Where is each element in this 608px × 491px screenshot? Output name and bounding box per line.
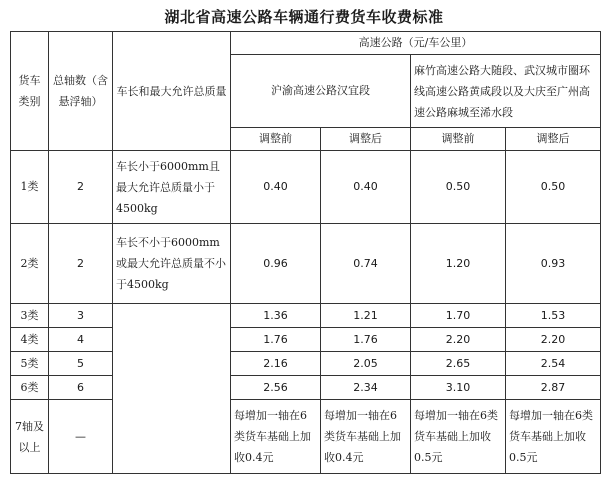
cell-s1-after: 0.40 [321, 151, 411, 224]
cell-s1-after: 1.76 [321, 328, 411, 352]
header-section-1: 沪渝高速公路汉宜段 [231, 55, 411, 128]
cell-s1-before: 1.36 [231, 304, 321, 328]
cell-s2-before: 1.70 [411, 304, 506, 328]
page-title: 湖北省高速公路车辆通行费货车收费标准 [164, 8, 444, 26]
header-section-2: 麻竹高速公路大随段、武汉城市圈环线高速公路黄咸段以及大庆至广州高速公路麻城至浠水段 [411, 55, 601, 128]
cell-s2-before: 2.20 [411, 328, 506, 352]
cell-s2-before: 每增加一轴在6类货车基础上加收0.5元 [411, 400, 506, 474]
cell-spec: 车长小于6000mm且最大允许总质量小于4500kg [113, 151, 231, 224]
cell-class: 3类 [11, 304, 49, 328]
table-row [11, 328, 601, 352]
cell-class: 5类 [11, 352, 49, 376]
header-length-weight: 车长和最大允许总质量 [113, 32, 231, 151]
header-highway-unit: 高速公路（元/车公里） [231, 32, 601, 55]
cell-class: 1类 [11, 151, 49, 224]
cell-s1-before: 0.40 [231, 151, 321, 224]
table-row [11, 304, 601, 328]
cell-s1-after: 1.21 [321, 304, 411, 328]
cell-class: 7轴及以上 [11, 400, 49, 474]
cell-s2-after: 2.87 [506, 376, 601, 400]
header-s1-before: 调整前 [231, 128, 321, 151]
cell-spec-empty [113, 304, 231, 474]
cell-s1-before: 2.56 [231, 376, 321, 400]
header-s1-after: 调整后 [321, 128, 411, 151]
header-vehicle-class: 货车类别 [11, 32, 49, 151]
cell-s2-before: 2.65 [411, 352, 506, 376]
table-row [11, 151, 601, 224]
cell-axles: 4 [49, 328, 113, 352]
cell-s2-before: 3.10 [411, 376, 506, 400]
table-row [11, 224, 601, 304]
cell-s1-after: 2.34 [321, 376, 411, 400]
cell-s2-after: 每增加一轴在6类货车基础上加收0.5元 [506, 400, 601, 474]
table-row [11, 400, 601, 474]
header-s2-after: 调整后 [506, 128, 601, 151]
header-s2-before: 调整前 [411, 128, 506, 151]
cell-axles: 3 [49, 304, 113, 328]
cell-s2-after: 0.50 [506, 151, 601, 224]
cell-s2-after: 2.54 [506, 352, 601, 376]
cell-axles: — [49, 400, 113, 474]
header-axles: 总轴数（含悬浮轴） [49, 32, 113, 151]
cell-axles: 2 [49, 151, 113, 224]
cell-s1-after: 0.74 [321, 224, 411, 304]
cell-s2-after: 2.20 [506, 328, 601, 352]
toll-table [10, 31, 601, 474]
cell-s2-after: 0.93 [506, 224, 601, 304]
cell-axles: 6 [49, 376, 113, 400]
cell-s1-before: 2.16 [231, 352, 321, 376]
cell-class: 2类 [11, 224, 49, 304]
cell-axles: 2 [49, 224, 113, 304]
cell-class: 6类 [11, 376, 49, 400]
cell-s1-after: 每增加一轴在6类货车基础上加收0.4元 [321, 400, 411, 474]
table-row [11, 352, 601, 376]
cell-s1-before: 0.96 [231, 224, 321, 304]
cell-s2-before: 1.20 [411, 224, 506, 304]
cell-s1-after: 2.05 [321, 352, 411, 376]
cell-axles: 5 [49, 352, 113, 376]
cell-spec: 车长不小于6000mm或最大允许总质量不小于4500kg [113, 224, 231, 304]
table-row [11, 376, 601, 400]
cell-s1-before: 1.76 [231, 328, 321, 352]
cell-class: 4类 [11, 328, 49, 352]
cell-s1-before: 每增加一轴在6类货车基础上加收0.4元 [231, 400, 321, 474]
cell-s2-after: 1.53 [506, 304, 601, 328]
cell-s2-before: 0.50 [411, 151, 506, 224]
